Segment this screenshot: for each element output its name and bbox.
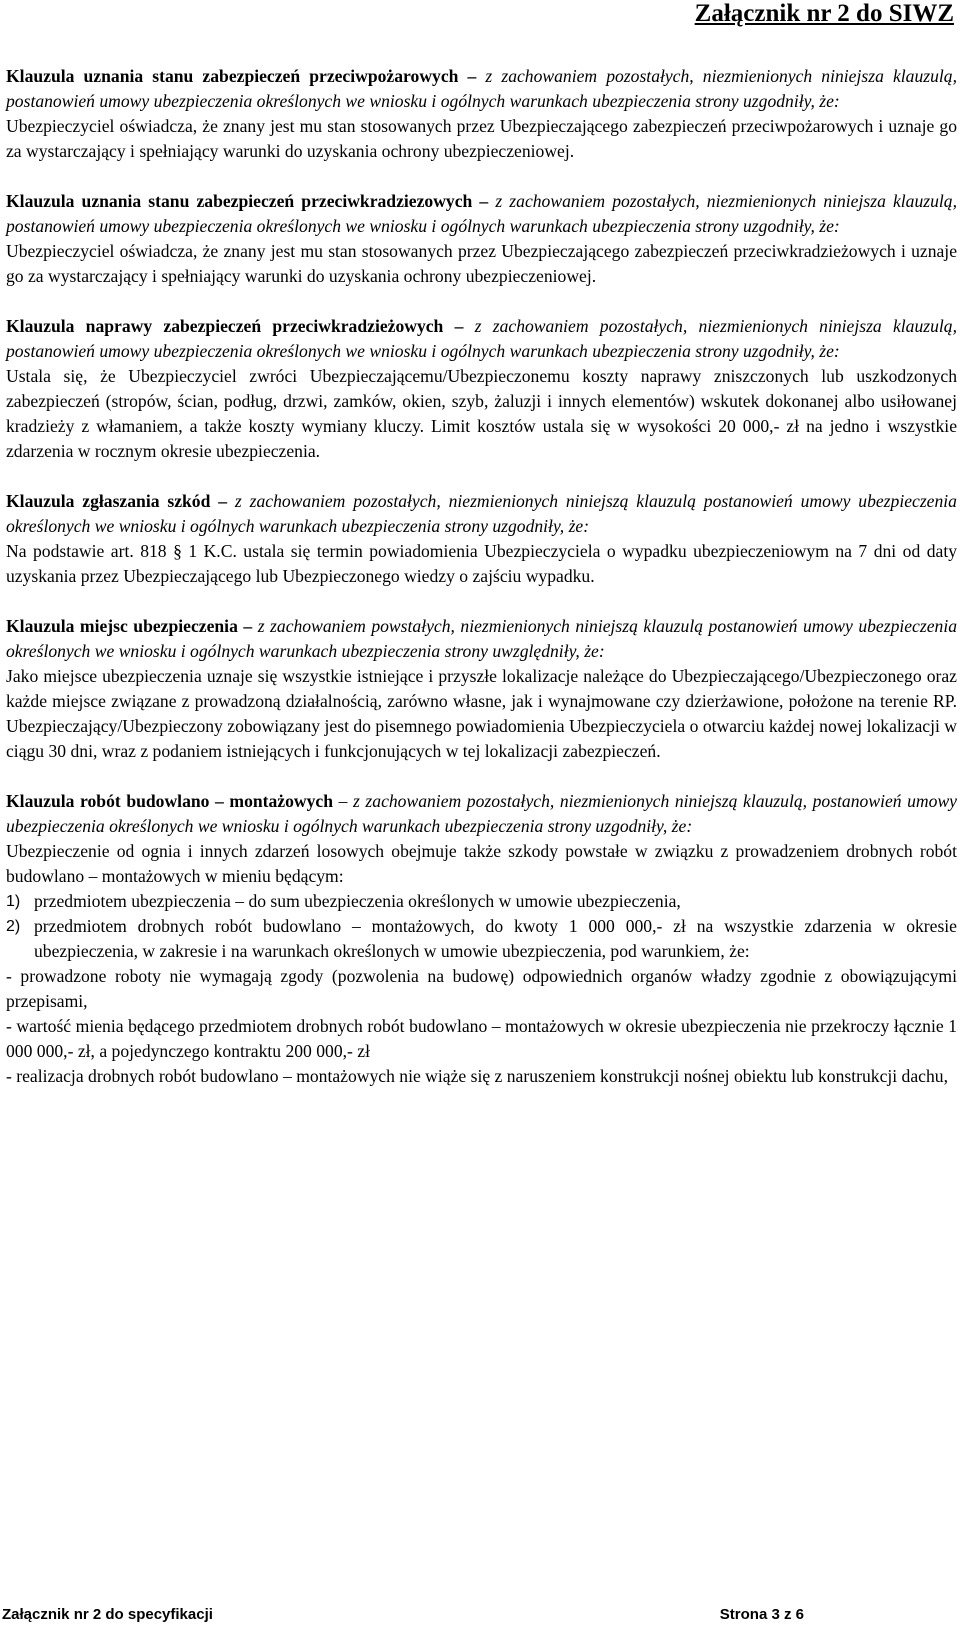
clause-title: Klauzula zgłaszania szkód xyxy=(6,491,211,511)
list-item xyxy=(6,889,957,914)
list-item-text: przedmiotem drobnych robót budowlano – montażowych, do kwoty 1 000 000,- zł na wszystkie zdarzenia w okresie ubezpieczenia, w zakresie i na warunkach określonych w umowie ubezpieczenia, pod warunkiem, że: xyxy=(34,916,957,961)
clause-title: Klauzula uznania stanu zabezpieczeń przeciwpożarowych xyxy=(6,66,459,86)
condition-item: - realizacja drobnych robót budowlano – montażowych nie wiąże się z naruszeniem konstrukcji nośnej obiektu lub konstrukcji dachu, xyxy=(6,1066,948,1086)
clause-construction-works xyxy=(6,789,957,1089)
clause-intro: z zachowaniem pozostałych, niezmienionych niniejszą klauzulą, postanowień umowy ubezpieczenia określonych we wniosku i ogólnych warunkach ubezpieczenia strony uzgodniły, że: xyxy=(6,791,957,836)
condition-item: - prowadzone roboty nie wymagają zgody (pozwolenia na budowę) odpowiednich organów władzy zgodnie z obowiązującymi przepisami, xyxy=(6,966,957,1011)
clause-body: Jako miejsce ubezpieczenia uznaje się wszystkie istniejące i przyszłe lokalizacje należące do Ubezpieczającego/Ubezpieczonego oraz każde miejsce związane z prowadzoną działalnością, zarówno własne, jak i wynajmowane czy dzierżawione, położone na terenie RP. Ubezpieczający/Ubezpieczony zobowiązany jest do pisemnego powiadomienia Ubezpieczyciela o otwarciu każdej nowej lokalizacji w ciągu 30 dni, wraz z podaniem istniejących i funkcjonujących w tej lokalizacji zabezpieczeń. xyxy=(6,666,957,761)
list-item-text: przedmiotem ubezpieczenia – do sum ubezpieczenia określonych w umowie ubezpieczenia, xyxy=(34,891,681,911)
clause-antitheft-repair xyxy=(6,314,957,464)
clause-dash: – xyxy=(243,616,253,636)
clause-title: Klauzula naprawy zabezpieczeń przeciwkradzieżowych xyxy=(6,316,444,336)
numbered-list xyxy=(6,889,957,964)
list-item xyxy=(6,914,957,964)
clause-body: Ubezpieczenie od ognia i innych zdarzeń losowych obejmuje także szkody powstałe w związku z prowadzeniem drobnych robót budowlano – montażowych w mieniu będącym: xyxy=(6,841,957,886)
document-header: Załącznik nr 2 do SIWZ xyxy=(694,0,954,27)
clause-title: Klauzula robót budowlano – montażowych xyxy=(6,791,334,811)
clause-dash: – xyxy=(218,491,228,511)
clause-heading xyxy=(6,189,957,239)
clause-dash: – xyxy=(479,191,489,211)
clause-heading xyxy=(6,64,957,114)
clause-body: Ubezpieczyciel oświadcza, że znany jest mu stan stosowanych przez Ubezpieczającego zabezpieczeń przeciwpożarowych i uznaje go za wystarczający i spełniający warunki do uzyskania ochrony ubezpieczeniowej. xyxy=(6,116,957,161)
clause-dash: – xyxy=(467,66,477,86)
clause-intro: z zachowaniem pozostałych, niezmienionych niniejsza klauzulą, postanowień umowy ubezpieczenia określonych we wniosku i ogólnych warunkach ubezpieczenia strony uzgodniły, że: xyxy=(6,191,958,236)
page-footer xyxy=(0,1606,960,1628)
clause-antitheft-protection xyxy=(6,189,957,289)
list-item-number: 1) xyxy=(6,893,21,910)
clause-damage-reporting xyxy=(6,489,957,589)
clause-title: Klauzula uznania stanu zabezpieczeń przeciwkradziezowych xyxy=(6,191,473,211)
condition-item: - wartość mienia będącego przedmiotem drobnych robót budowlano – montażowych w okresie ubezpieczenia nie przekroczy łącznie 1 000 000,- zł, a pojedynczego kontraktu 200 000,- zł xyxy=(6,1016,957,1061)
clause-dash: – xyxy=(338,791,348,811)
clause-insurance-locations xyxy=(6,614,957,764)
clause-intro: z zachowaniem pozostałych, niezmienionych niniejsza klauzulą, postanowień umowy ubezpieczenia określonych we wniosku i ogólnych warunkach ubezpieczenia strony uzgodniły, że: xyxy=(6,316,957,361)
footer-page-number: Strona 3 z 6 xyxy=(719,1606,804,1623)
clause-body: Na podstawie art. 818 § 1 K.C. ustala się termin powiadomienia Ubezpieczyciela o wypadku ubezpieczeniowym na 7 dni od daty uzyskania przez Ubezpieczającego lub Ubezpieczonego wiedzy o zajściu wypadku. xyxy=(6,541,957,586)
clause-body: Ubezpieczyciel oświadcza, że znany jest mu stan stosowanych przez Ubezpieczającego zabezpieczeń przeciwkradzieżowych i uznaje go za wystarczający i spełniający warunki do uzyskania ochrony ubezpieczeniowej. xyxy=(6,241,957,286)
clause-dash: – xyxy=(454,316,464,336)
clause-heading xyxy=(6,789,957,839)
clause-intro: z zachowaniem pozostałych, niezmienionych niniejszą klauzulą postanowień umowy ubezpieczenia określonych we wniosku i ogólnych warunkach ubezpieczenia strony uzgodniły, że: xyxy=(6,491,957,536)
clause-heading xyxy=(6,614,957,664)
clause-heading xyxy=(6,314,957,364)
footer-attachment-label: Załącznik nr 2 do specyfikacji xyxy=(2,1606,213,1623)
clause-body: Ustala się, że Ubezpieczyciel zwróci Ubezpieczającemu/Ubezpieczonemu koszty naprawy zniszczonych lub uszkodzonych zabezpieczeń (stropów, ścian, podług, drzwi, zamków, okien, szyb, żaluzji i innych elementów) wskutek dokonanej albo usiłowanej kradzieży z włamaniem, a także koszty wymiany kluczy. Limit kosztów ustala się w wysokości 20 000,- zł na jedno i wszystkie zdarzenia w rocznym okresie ubezpieczenia. xyxy=(6,366,957,461)
clause-intro: z zachowaniem powstałych, niezmienionych niniejszą klauzulą postanowień umowy ubezpieczenia określonych we wniosku i ogólnych warunkach ubezpieczenia strony uwzględniły, że: xyxy=(6,616,958,661)
clause-heading xyxy=(6,489,957,539)
clause-title: Klauzula miejsc ubezpieczenia xyxy=(6,616,238,636)
clause-intro: z zachowaniem pozostałych, niezmienionych niniejsza klauzulą, postanowień umowy ubezpieczenia określonych we wniosku i ogólnych warunkach ubezpieczenia strony uzgodniły, że: xyxy=(6,66,957,111)
document-body xyxy=(6,64,957,1114)
clause-fire-protection xyxy=(6,64,957,164)
list-item-number: 2) xyxy=(6,918,21,935)
